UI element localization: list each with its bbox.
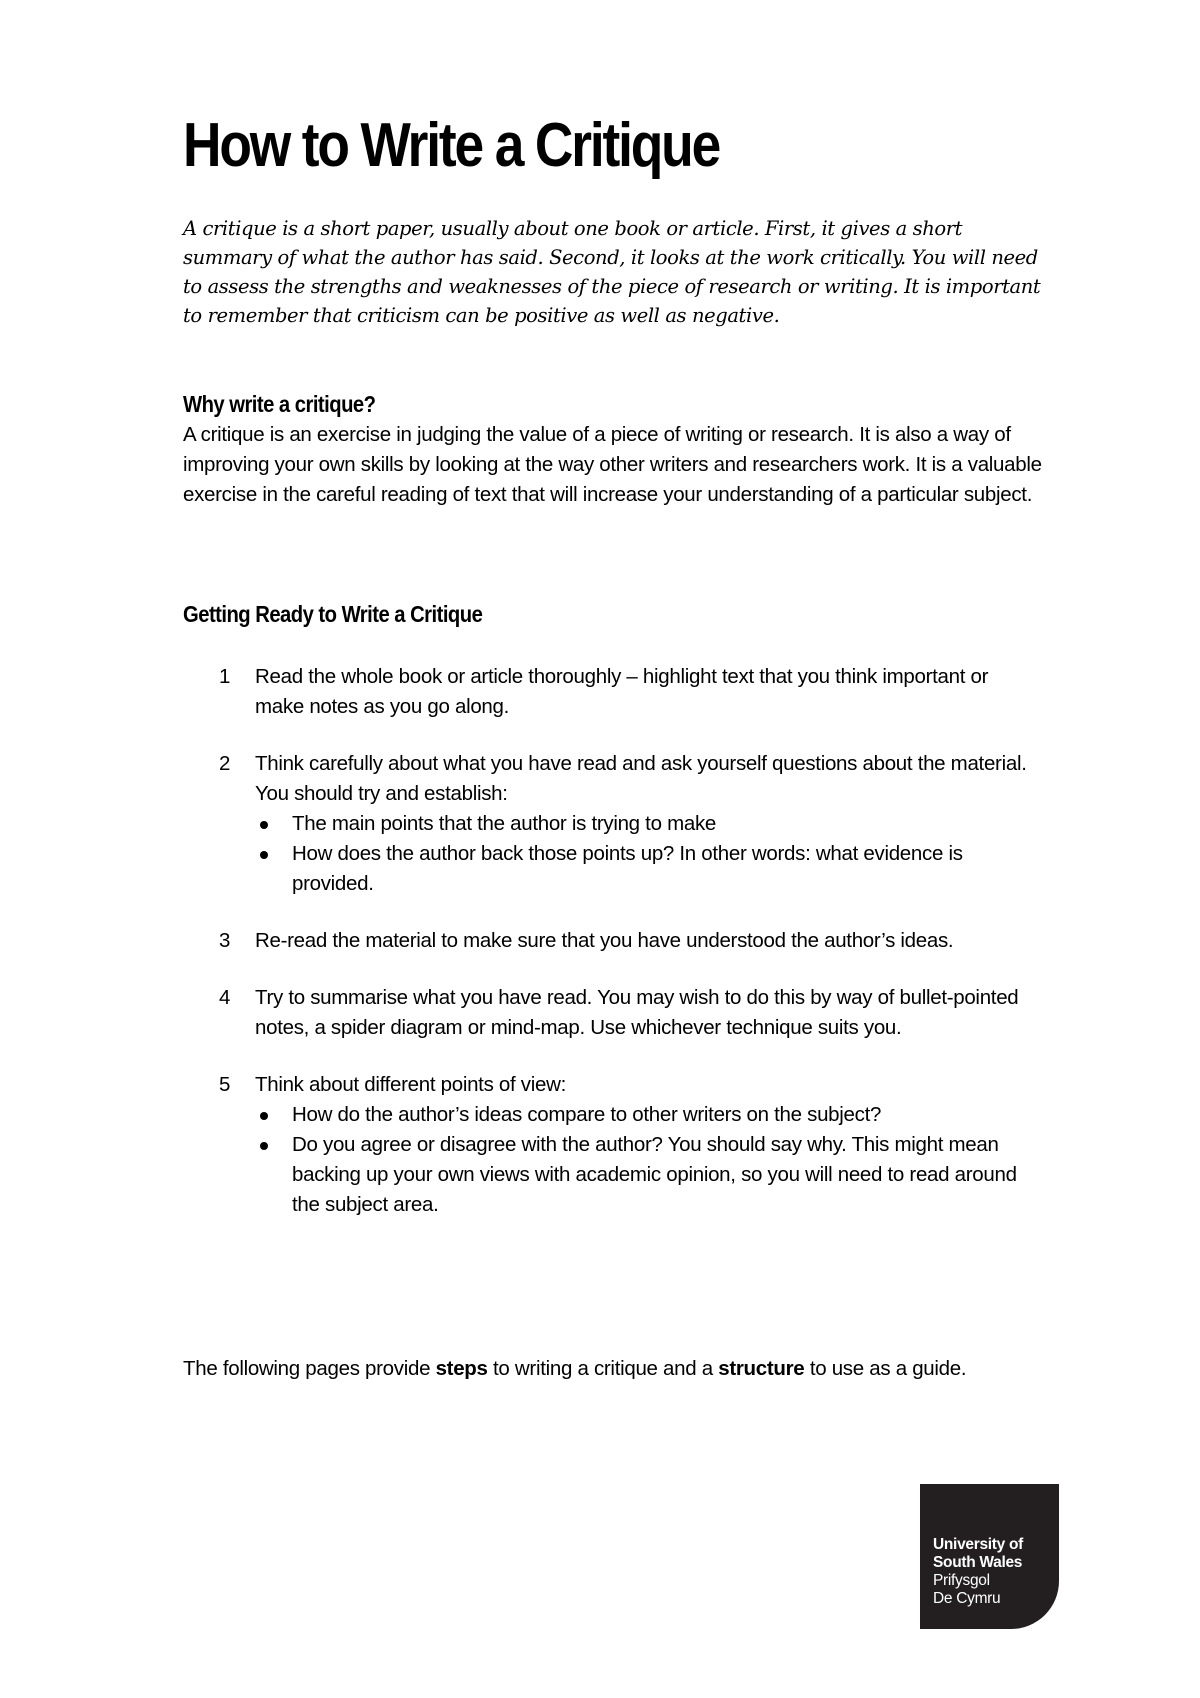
bullet-list <box>255 1100 1039 1220</box>
logo-line-4: De Cymru <box>933 1590 1001 1607</box>
why-paragraph: A critique is an exercise in judging the value of a piece of writing or research. It is also a way of improving your own skills by looking at the way other writers and researchers work. It is a valuable exercise in the careful reading of text that will increase your understanding of a particular subject. <box>183 423 1042 506</box>
page-title: How to Write a Critique <box>183 111 720 180</box>
bullet-icon <box>260 1142 268 1150</box>
step-number: 5 <box>219 1073 231 1096</box>
logo-line-2: South Wales <box>933 1554 1023 1571</box>
step-text: Think about different points of view: <box>255 1073 567 1096</box>
step-text: Try to summarise what you have read. You may wish to do this by way of bullet-pointed notes, a spider diagram or mind-map. Use whichever technique suits you. <box>255 986 1019 1039</box>
list-item <box>219 1070 1039 1220</box>
list-item <box>219 926 1039 956</box>
step-number: 2 <box>219 752 231 775</box>
bullet-item <box>255 809 1039 839</box>
bullet-item <box>255 1100 1039 1130</box>
logo-line-1: University of <box>933 1536 1023 1553</box>
closing-text-end: to use as a guide. <box>804 1357 967 1380</box>
list-item <box>219 983 1039 1043</box>
closing-text-start: The following pages provide <box>183 1357 436 1380</box>
step-text: Read the whole book or article thoroughly – highlight text that you think important or make notes as you go along. <box>255 665 989 718</box>
step-number: 4 <box>219 986 231 1009</box>
step-number: 3 <box>219 929 231 952</box>
bullet-text: The main points that the author is trying to make <box>292 812 716 835</box>
bullet-item <box>255 839 1039 899</box>
closing-paragraph <box>183 1354 1043 1384</box>
bullet-text: How do the author’s ideas compare to other writers on the subject? <box>292 1103 882 1126</box>
bullet-item <box>255 1130 1039 1220</box>
steps-list <box>219 662 1039 1247</box>
closing-text-middle: to writing a critique and a <box>487 1357 719 1380</box>
closing-steps-word: steps <box>435 1357 488 1380</box>
list-item <box>219 749 1039 899</box>
bullet-icon <box>260 851 268 859</box>
bullet-icon <box>260 821 268 829</box>
bullet-icon <box>260 1112 268 1120</box>
step-text: Re-read the material to make sure that you have understood the author’s ideas. <box>255 929 954 952</box>
list-item <box>219 662 1039 722</box>
closing-structure-word: structure <box>718 1357 805 1380</box>
bullet-text: Do you agree or disagree with the author? You should say why. This might mean backing up your own views with academic opinion, so you will need to read around the subject area. <box>292 1133 1017 1216</box>
step-number: 1 <box>219 665 231 688</box>
bullet-text: How does the author back those points up? In other words: what evidence is provided. <box>292 842 963 895</box>
ready-heading: Getting Ready to Write a Critique <box>183 601 483 627</box>
step-text: Think carefully about what you have read and ask yourself questions about the material. You should try and establish: <box>255 752 1027 805</box>
intro-paragraph: A critique is a short paper, usually about one book or article. First, it gives a short summary of what the author has said. Second, it looks at the work critically. You will need to assess the strengths and weaknesses of the piece of research or writing. It is important to remember that criticism can be positive as well as negative. <box>183 217 1041 327</box>
university-logo <box>920 1484 1059 1629</box>
why-heading: Why write a critique? <box>183 391 376 417</box>
bullet-list <box>255 809 1039 899</box>
logo-line-3: Prifysgol <box>933 1572 990 1589</box>
